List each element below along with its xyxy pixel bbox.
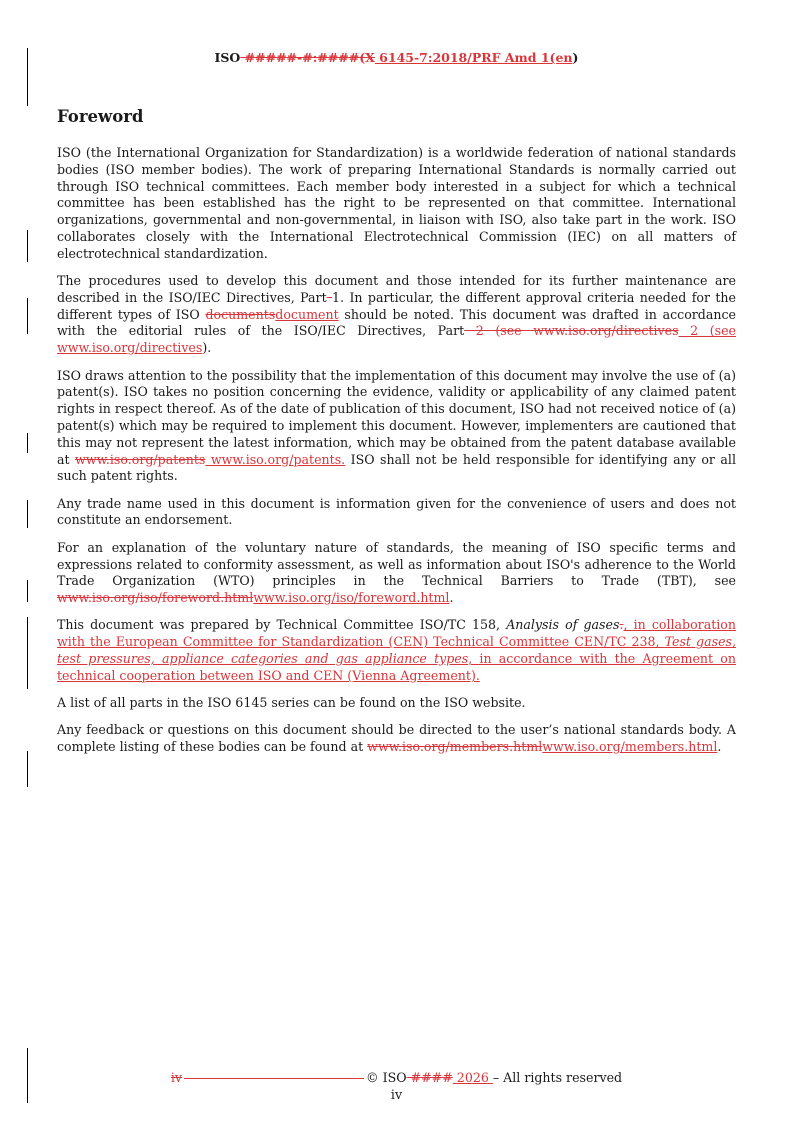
page-number: iv [390, 1086, 403, 1102]
text-run: For an explanation of the voluntary nature of standards, the meaning of ISO specific terms and expressions related to conformity assessment, as well as information about ISO's adherence to the World Trade Organization (WTO) principles in the Technical Barriers to Trade (TBT), see [57, 539, 736, 589]
change-bar [27, 230, 28, 262]
deleted-text: documents [205, 306, 276, 322]
deleted-tab-line [184, 1078, 364, 1079]
section-title: Foreword [57, 107, 144, 126]
deleted-link[interactable]: www.iso.org/directives [533, 323, 679, 339]
deleted-link[interactable]: www.iso.org/members.html [367, 739, 543, 755]
text-run: 1. In particular, the different approval criteria needed for the different types of ISO [57, 289, 736, 322]
text-run: The procedures used to develop this document and those intended for its further maintenance are described in the ISO/IEC Directives, Part [57, 273, 736, 305]
paragraph-trade-name: Any trade name used in this document is information given for the convenience of users and does not constitute an endorsement. [57, 495, 736, 528]
change-bar [27, 433, 28, 453]
deleted-link[interactable]: www.iso.org/patents [75, 451, 206, 467]
paragraph-procedures [57, 273, 736, 357]
rights-text: – All rights reserved [492, 1070, 623, 1085]
document-footer [0, 1070, 793, 1104]
copyright-text: © ISO [366, 1070, 407, 1085]
paragraph-iso-intro: ISO (the International Organization for Standardization) is a worldwide federation of national standards bodies (ISO member bodies). The work of preparing International Standards is normally carried out through ISO technical committees. Each member body interested in a subject for which a technical committee has been established has the right to be represented on that committee. International organizations, governmental and non-governmental, in liaison with ISO, also take part in the work. ISO collaborates closely with the International Electrotechnical Commission (IEC) on all matters of electrotechnical standardization. [57, 145, 736, 261]
inserted-text: , in collaboration with the European Committee for Standardization (CEN) Technical Committee CEN/TC 238, [57, 617, 736, 650]
deleted-year: #### [406, 1070, 453, 1085]
text-run: This document was prepared by Technical Committee ISO/TC 158, [57, 617, 507, 633]
patents-link[interactable]: www.iso.org/patents. [205, 451, 346, 467]
deleted-text: 2 (see [464, 323, 534, 339]
text-run: . [449, 590, 454, 606]
change-bar [27, 580, 28, 602]
committee-title: Analysis of gases [506, 617, 620, 633]
change-bar [27, 751, 28, 787]
paragraph-committee [57, 617, 736, 684]
paragraph-feedback [57, 722, 736, 756]
change-bar [27, 617, 28, 689]
inserted-committee-title: Test gases, test pressures, appliance categories and gas appliance types [57, 634, 737, 667]
inserted-text: , in accordance with the Agreement on technical cooperation between ISO and CEN (Vienna Agreement). [57, 651, 736, 683]
text-run: ISO draws attention to the possibility that the implementation of this document may involve the use of (a) patent(s). ISO takes no position concerning the evidence, validity or applicability of any claimed patent rights in respect thereof. As of the date of publication of this document, ISO had not received notice of (a) patent(s) which may be required to implement this document. However, implementers are cautioned that this may not represent the latest information, which may be obtained from the patent database available at [57, 367, 736, 467]
header-inserted-text: 6145-7:2018/PRF Amd 1(en [374, 50, 573, 65]
text-run: . [717, 739, 722, 755]
deleted-text: . [619, 617, 624, 633]
text-run: ISO shall not be held responsible for identifying any or all such patent rights. [57, 451, 736, 484]
members-link[interactable]: www.iso.org/members.html [542, 739, 718, 755]
deleted-page-number: iv [170, 1070, 183, 1085]
header-deleted-text: #####-#:####(X [240, 50, 375, 65]
header-suffix: ) [572, 50, 579, 65]
paragraph-patents [57, 368, 736, 486]
text-run: should be noted. This document was drafted in accordance with the editorial rules of the ISO/IEC Directives, Part [57, 306, 736, 339]
document-header [0, 50, 793, 65]
foreword-link[interactable]: www.iso.org/iso/foreword.html [253, 590, 450, 606]
paragraph-parts-list: A list of all parts in the ISO 6145 series can be found on the ISO website. [57, 695, 526, 711]
header-prefix: ISO [214, 50, 241, 65]
inserted-text: document [275, 306, 339, 322]
text-run: Any feedback or questions on this document should be directed to the user’s national standards body. A complete listing of these bodies can be found at [57, 722, 736, 755]
paragraph-voluntary-nature [57, 540, 736, 607]
directives-link[interactable]: 2 (see www.iso.org/directives [57, 323, 736, 356]
change-bar [27, 500, 28, 528]
inserted-year: 2026 [452, 1070, 493, 1085]
foreword-body [57, 145, 736, 767]
deleted-link[interactable]: www.iso.org/iso/foreword.html [57, 590, 254, 606]
change-bar [27, 298, 28, 334]
text-run: ). [202, 340, 212, 356]
